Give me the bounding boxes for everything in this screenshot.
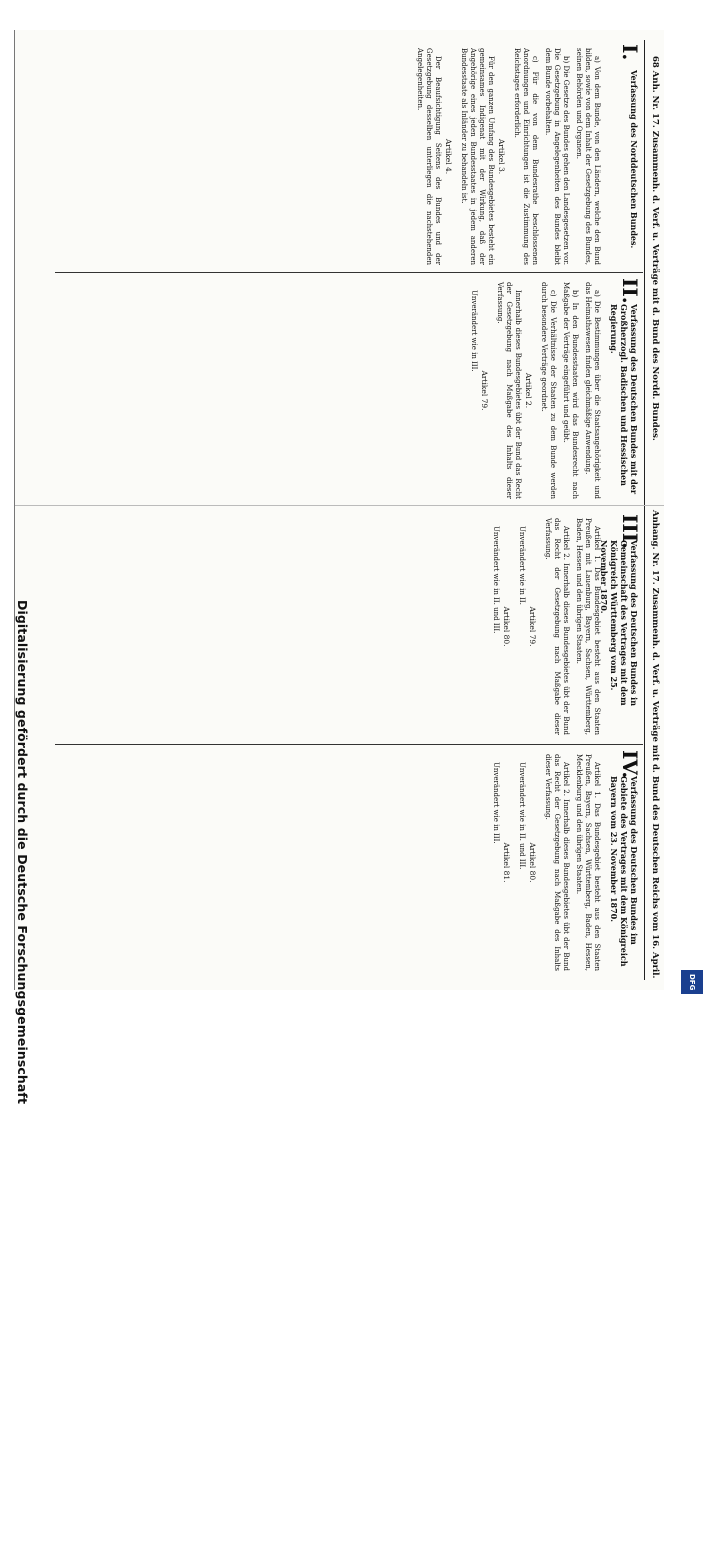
dfg-footer-bar: [664, 0, 707, 1000]
paragraph: Artikel 2. Innerhalb dieses Bundesgebietes übt der Bund das Recht der Gesetzgebung nach Maßgabe des Inhalts dieser Verfassung.: [544, 754, 570, 971]
column-body: [487, 754, 601, 971]
paragraph: a) Die Bestimmungen über die Staatsangehörigkeit und das Heimathswesen finden gleichmäßige Anwendung.: [584, 282, 601, 499]
column-title: Verfassung des Deutschen Bundes mit der Großherzogl. Badischen und Hessischen Regierung.: [609, 304, 639, 495]
paragraph: Für den ganzen Umfang des Bundesgebietes besteht ein gemeinsames Indigenat mit der Wirkung, daß der Angehörige eines jeden Bundesstaates in jedem anderen Bundesstaate als Inländer zu behandeln ist.: [460, 48, 495, 265]
paragraph: Unverändert wie in II. und III.: [518, 762, 526, 870]
paragraph: Unverändert wie in II.: [518, 526, 526, 605]
column-body: [411, 48, 601, 265]
paragraph: c) Die Verhältnisse der Staaten zu dem Bunde werden durch besondere Verträge geordnet.: [540, 282, 557, 499]
paragraph: b) In den Bundesstaaten wird das Bundesrecht nach Maßgabe der Verträge eingeführt und geübt.: [562, 282, 579, 499]
column-number: IV.: [618, 750, 642, 779]
paragraph: Artikel 2. Innerhalb dieses Bundesgebietes übt der Bund das Recht der Gesetzgebung nach Maßgabe dieser Verfassung.: [544, 518, 570, 735]
column-body: [487, 518, 601, 735]
paragraph: Artikel 1. Das Bundesgebiet besteht aus den Staaten Preußen, Bayern, Sachsen, Württemberg, Baden, Hessen, Mecklenburg und den übrigen Staaten.: [575, 754, 601, 971]
paragraph: Innerhalb dieses Bundesgebietes übt der Bund das Recht der Gesetzgebung nach Maßgabe des Inhalts dieser Verfassung.: [496, 282, 522, 499]
running-header-left: 68 Anh. Nr. 17. Zusammenh. d. Verf. u. Verträge mit d. Bund des Nordd. Bundes.: [650, 56, 660, 441]
article-heading: Artikel 80.: [528, 842, 537, 883]
running-header-right: Anhang. Nr. 17. Zusammenh. d. Verf. u. Verträge mit d. Bund des Deutschen Reichs vom 16. April.: [650, 510, 660, 979]
rotated-page-content: [15, 30, 665, 990]
column-number: I.: [618, 44, 642, 61]
dfg-funding-note: Digitalisierung gefördert durch die Deutsche Forschungsgemeinschaft: [15, 600, 30, 1105]
column-title: Verfassung des Deutschen Bundes in Gemeinschaft des Vertrages mit dem Königreich Württemberg vom 25. November 1870.: [599, 540, 639, 707]
paragraph: Unverändert wie in II. und III.: [492, 526, 500, 634]
paragraph: Der Beaufsichtigung Seitens des Bundes und der Gesetzgebung desselben unterliegen die nachstehenden Angelegenheiten.: [416, 48, 442, 265]
paragraph: Unverändert wie in III.: [470, 290, 478, 372]
dfg-logo: DFG: [681, 970, 703, 994]
header-rule: [644, 40, 645, 980]
paragraph: Artikel 1. Das Bundesgebiet besteht aus den Staaten Preußen mit Lauenburg, Bayern, Sachsen, Württemberg, Baden, Hessen und den übrigen Staaten.: [575, 518, 601, 735]
scanned-page: [14, 30, 665, 990]
column-title: Verfassung des Norddeutschen Bundes.: [629, 70, 639, 249]
article-heading: Artikel 4.: [444, 138, 453, 175]
column-number: III.: [618, 514, 642, 550]
article-heading: Artikel 79.: [528, 606, 537, 647]
paragraph: c) Für die von dem Bundesrathe beschlossenen Anordnungen und Einrichtungen ist die Zustimmung des Reichstages erforderlich.: [513, 48, 539, 265]
paragraph: a) Von dem Bunde, von den Ländern, welche den Bund bilden, sowie von dem Inhalt der Gesetzgebung des Bundes, seinen Behörden und Organen.: [575, 48, 601, 265]
column-divider: [55, 744, 643, 745]
column-title: Verfassung des Deutschen Bundes im Gebiete des Vertrages mit dem Königreich Bayern vom 23. November 1870.: [609, 776, 639, 967]
column-divider: [55, 272, 643, 273]
article-heading: Artikel 79.: [480, 370, 489, 411]
column-number: II.: [618, 278, 642, 304]
column-body: [465, 282, 601, 499]
article-heading: Artikel 80.: [502, 606, 511, 647]
article-heading: Artikel 3.: [497, 138, 506, 175]
article-heading: Artikel 2.: [524, 372, 533, 409]
page-fold-line: [15, 505, 665, 506]
paragraph: b) Die Gesetze des Bundes gehen den Landesgesetzen vor. Die Gesetzgebung in Angelegenheiten des Bundes bleibt dem Bunde vorbehalten.: [544, 48, 570, 265]
paragraph: Unverändert wie in III.: [492, 762, 500, 844]
article-heading: Artikel 81.: [502, 842, 511, 883]
